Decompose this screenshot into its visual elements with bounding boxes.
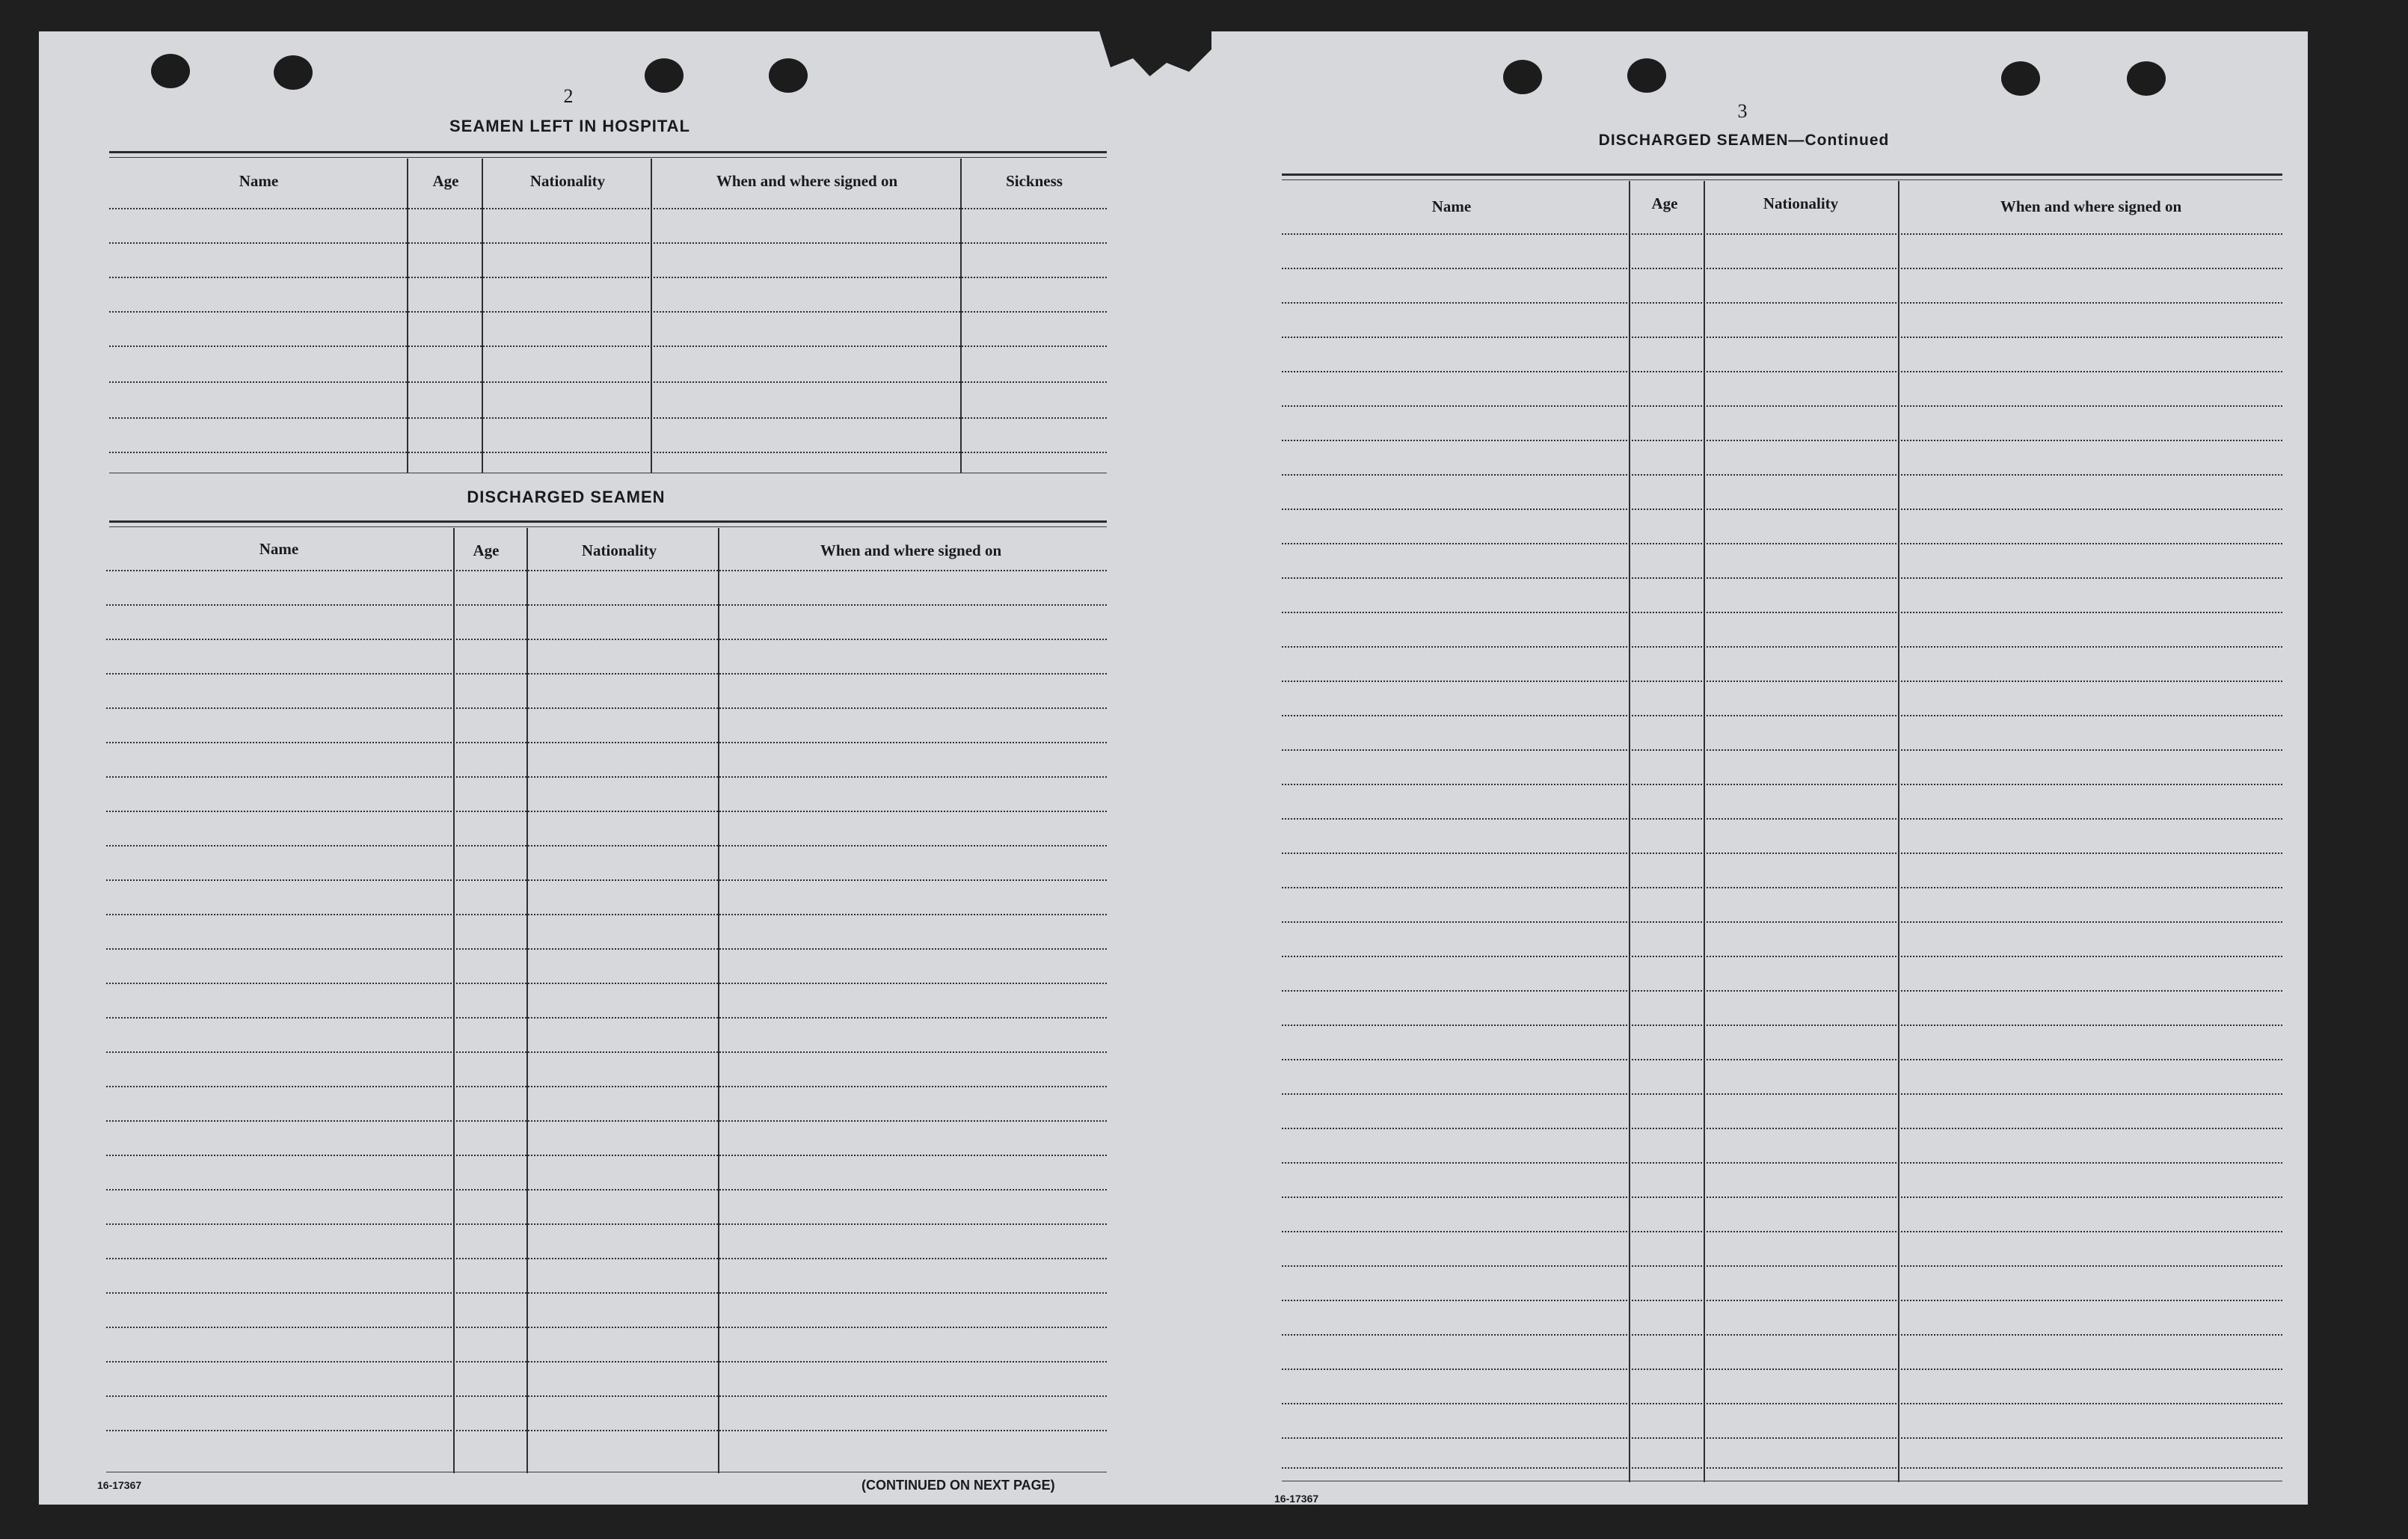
table-row-line bbox=[1282, 990, 2282, 992]
column-divider bbox=[1704, 181, 1705, 1482]
table-top-rule bbox=[109, 526, 1107, 527]
table-top-rule bbox=[1282, 179, 2282, 180]
column-divider bbox=[453, 528, 455, 1473]
left-page bbox=[39, 31, 1161, 1505]
right-page bbox=[1205, 31, 2308, 1505]
column-divider bbox=[1898, 181, 1899, 1482]
table-row-line bbox=[1282, 681, 2282, 682]
table-row-line bbox=[106, 639, 1107, 640]
table-row-line bbox=[1282, 577, 2282, 579]
table-row-line bbox=[109, 381, 1107, 383]
table-row-line bbox=[109, 417, 1107, 419]
column-header-when-where: When and where signed on bbox=[716, 172, 898, 190]
section-title-discharged-continued: DISCHARGED SEAMEN—Continued bbox=[1598, 132, 1890, 149]
table-row-line bbox=[106, 1155, 1107, 1156]
table-row-line bbox=[1282, 1128, 2282, 1129]
table-row-line bbox=[1282, 887, 2282, 888]
table-row-line bbox=[1282, 818, 2282, 820]
table-row-line bbox=[1282, 1368, 2282, 1370]
table-row-line bbox=[1282, 1197, 2282, 1198]
column-header-nationality: Nationality bbox=[1763, 194, 1839, 212]
table-row-line bbox=[1282, 1093, 2282, 1095]
table-row-line bbox=[109, 345, 1107, 347]
table-row-line bbox=[1282, 612, 2282, 613]
table-row-line bbox=[109, 311, 1107, 313]
table-row-line bbox=[106, 1051, 1107, 1053]
column-divider bbox=[718, 528, 719, 1473]
column-header-nationality: Nationality bbox=[529, 172, 606, 190]
table-row-line bbox=[1282, 268, 2282, 269]
column-header-age: Age bbox=[432, 172, 459, 190]
column-divider bbox=[1629, 181, 1630, 1482]
table-row-line bbox=[1282, 784, 2282, 785]
column-header-name: Name bbox=[1431, 197, 1472, 215]
table-row-line bbox=[109, 277, 1107, 278]
table-row-line bbox=[1282, 1162, 2282, 1164]
table-row-line bbox=[1282, 646, 2282, 648]
table-row-line bbox=[106, 1086, 1107, 1087]
table-row-line bbox=[106, 845, 1107, 847]
column-divider bbox=[651, 159, 652, 473]
table-row-line bbox=[106, 1327, 1107, 1328]
column-header-name: Name bbox=[259, 540, 299, 558]
table-row-line bbox=[1282, 1300, 2282, 1301]
table-row-line bbox=[1282, 853, 2282, 854]
table-row-line bbox=[1282, 1231, 2282, 1232]
table-row-line bbox=[109, 452, 1107, 453]
table-row-line bbox=[1282, 1467, 2282, 1469]
section-title-discharged: DISCHARGED SEAMEN bbox=[467, 488, 666, 506]
table-row-line bbox=[1282, 543, 2282, 544]
column-header-sickness: Sickness bbox=[1006, 172, 1063, 190]
table-top-rule bbox=[109, 151, 1107, 153]
table-top-rule bbox=[109, 157, 1107, 158]
table-row-line bbox=[106, 707, 1107, 709]
table-row-line bbox=[106, 673, 1107, 675]
table-row-line bbox=[1282, 1265, 2282, 1267]
section-title-hospital: SEAMEN LEFT IN HOSPITAL bbox=[449, 117, 691, 135]
scanned-sheet bbox=[39, 31, 2308, 1505]
column-divider bbox=[960, 159, 962, 473]
table-row-line bbox=[1282, 1334, 2282, 1336]
page-number: 3 bbox=[1737, 100, 1748, 122]
table-row-line bbox=[1282, 1437, 2282, 1439]
table-row-line bbox=[106, 914, 1107, 915]
table-row-line bbox=[106, 604, 1107, 606]
column-header-age: Age bbox=[473, 541, 500, 559]
table-row-line bbox=[1282, 371, 2282, 372]
column-header-age: Age bbox=[1651, 194, 1678, 212]
table-row-line bbox=[1282, 440, 2282, 441]
column-header-when-where: When and where signed on bbox=[2000, 197, 2182, 215]
table-row-line bbox=[1282, 302, 2282, 304]
column-divider bbox=[482, 159, 483, 473]
table-row-line bbox=[109, 242, 1107, 244]
table-row-line bbox=[1282, 233, 2282, 235]
table-row-line bbox=[1282, 1025, 2282, 1026]
column-divider bbox=[526, 528, 528, 1473]
table-row-line bbox=[1282, 337, 2282, 338]
continued-note: (CONTINUED ON NEXT PAGE) bbox=[861, 1478, 1055, 1493]
column-header-when-where: When and where signed on bbox=[820, 541, 1002, 559]
table-row-line bbox=[1282, 921, 2282, 923]
table-row-line bbox=[106, 1189, 1107, 1191]
table-row-line bbox=[1282, 474, 2282, 476]
table-row-line bbox=[1282, 1403, 2282, 1404]
column-header-nationality: Nationality bbox=[581, 541, 657, 559]
column-divider bbox=[407, 159, 408, 473]
table-row-line bbox=[106, 983, 1107, 984]
table-row-line bbox=[106, 1258, 1107, 1259]
table-row-line bbox=[106, 742, 1107, 743]
table-row-line bbox=[106, 879, 1107, 881]
form-code: 16-17367 bbox=[1274, 1493, 1319, 1505]
table-row-line bbox=[109, 208, 1107, 209]
table-row-line bbox=[106, 570, 1107, 571]
table-row-line bbox=[106, 1120, 1107, 1122]
table-row-line bbox=[106, 1361, 1107, 1363]
form-code: 16-17367 bbox=[97, 1479, 142, 1491]
table-row-line bbox=[106, 1223, 1107, 1225]
table-row-line bbox=[106, 948, 1107, 950]
table-row-line bbox=[1282, 749, 2282, 751]
table-row-line bbox=[1282, 715, 2282, 716]
table-row-line bbox=[1282, 956, 2282, 957]
table-row-line bbox=[106, 1017, 1107, 1019]
table-row-line bbox=[106, 776, 1107, 778]
page-number: 2 bbox=[563, 85, 574, 107]
table-top-rule bbox=[109, 520, 1107, 523]
column-header-name: Name bbox=[239, 172, 279, 190]
table-row-line bbox=[1282, 1059, 2282, 1060]
table-top-rule bbox=[1282, 173, 2282, 176]
table-row-line bbox=[106, 1395, 1107, 1397]
table-row-line bbox=[106, 1292, 1107, 1294]
table-row-line bbox=[1282, 509, 2282, 510]
table-row-line bbox=[106, 1430, 1107, 1431]
table-row-line bbox=[1282, 405, 2282, 407]
table-row-line bbox=[106, 811, 1107, 812]
